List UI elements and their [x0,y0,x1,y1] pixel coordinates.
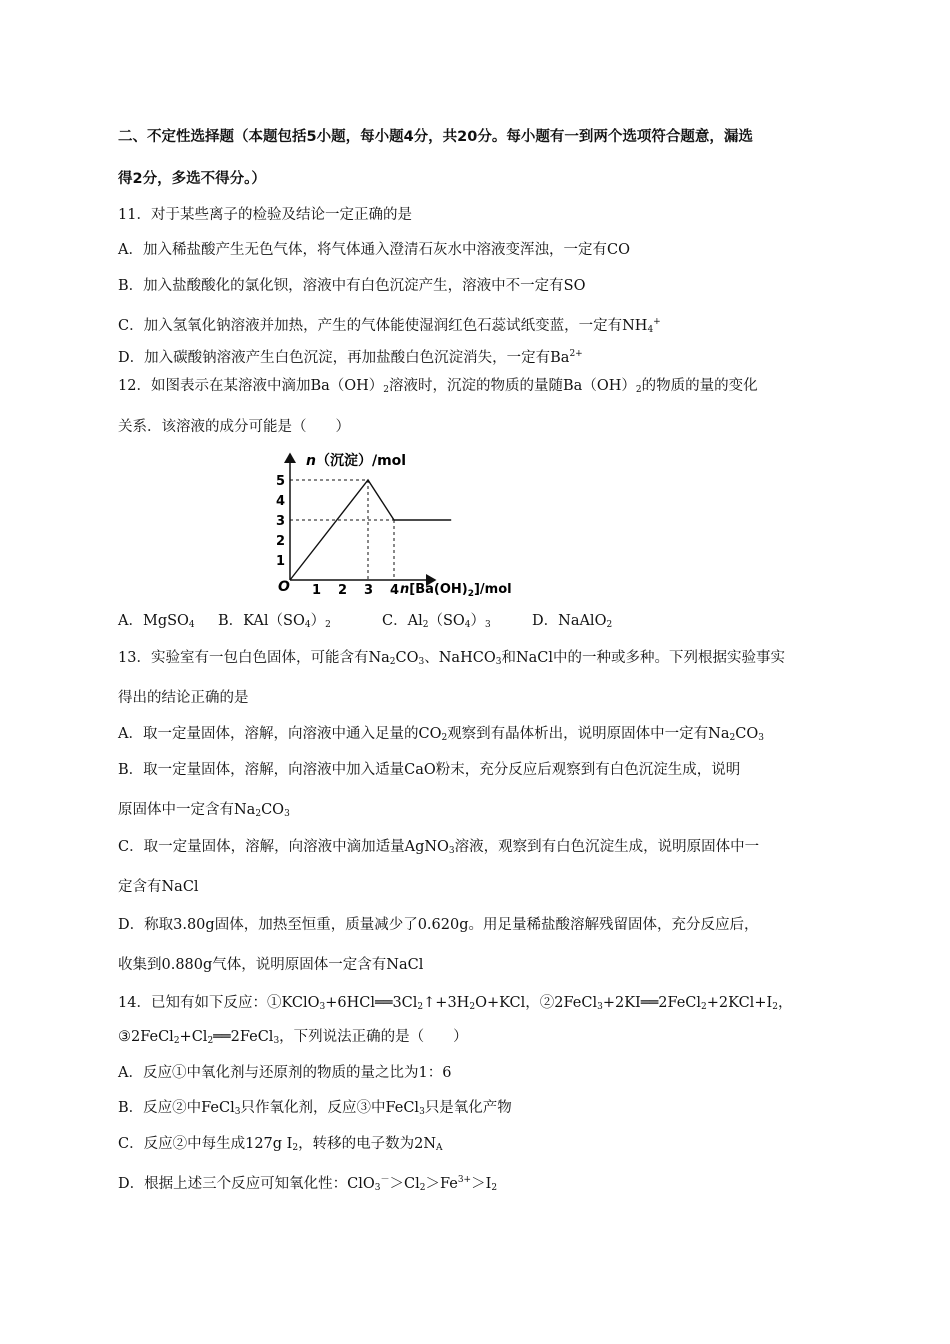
q11-stem: 11．对于某些离子的检验及结论一定正确的是 [118,207,412,223]
q13-option-c-line2: 定含有NaCl [118,879,199,895]
precipitate-line [290,480,451,580]
q12-option-a: A．MgSO$_4$ [118,613,195,630]
precipitate-chart [260,446,522,596]
section-heading-line1: 二、不定性选择题（本题包括5小题，每小题4分，共20分。每小题有一到两个选项符合题意，漏选 [118,129,753,145]
q11-option-b: B．加入盐酸酸化的氯化钡，溶液中有白色沉淀产生，溶液中不一定有SO [118,278,586,294]
q14-option-c: C．反应②中每生成127g $I_2$，转移的电子数为$2N_A$ [118,1136,443,1153]
q11-option-c: C．加入氢氧化钠溶液并加热，产生的气体能使湿润红色石蕊试纸变蓝，一定有$NH_4^+$ [118,317,661,335]
q12-options [118,611,612,635]
q12-stem-line1: 12．如图表示在某溶液中滴加$Ba(OH)_2$溶液时，沉淀的物质的量随$Ba(OH)_2$的物质的量的变化 [118,378,758,395]
section-heading-line2: 得2分，多选不得分。） [118,171,266,187]
x-tick-label: 2 [338,583,348,596]
q14-option-d: D．根据上述三个反应可知氧化性：$ClO_3^->Cl_2>Fe^{3+}>I_2$ [118,1175,498,1193]
y-tick-label: 4 [276,494,286,509]
q11-option-a: A．加入稀盐酸产生无色气体，将气体通入澄清石灰水中溶液变浑浊，一定有CO [118,242,630,258]
x-axis-label: $n[Ba(OH)_2]$/mol [400,582,512,596]
y-axis-label: n（沉淀）/mol [306,453,407,469]
q12-option-c: C．$Al_2(SO_4)_3$ [382,613,491,630]
q14-option-a: A．反应①中氧化剂与还原剂的物质的量之比为1：6 [118,1065,452,1081]
q12-option-b: B．$KAl(SO_4)_2$ [218,613,331,630]
q13-stem-line1: 13．实验室有一包白色固体，可能含有$Na_2CO_3$、NaHCO$_3$和NaCl中的一种或多种。下列根据实验事实 [118,650,786,667]
q13-option-b-line1: B．取一定量固体，溶解，向溶液中加入适量CaO粉末，充分反应后观察到有白色沉淀生成，说明 [118,762,741,778]
q11-option-d: D．加入碳酸钠溶液产生白色沉淀，再加盐酸白色沉淀消失，一定有$Ba^{2+}$ [118,349,583,366]
y-tick-label: 2 [276,534,286,549]
origin-label: O [278,579,290,595]
q13-option-d-line1: D．称取3.80g固体，加热至恒重，质量减少了0.620g。用足量稀盐酸溶解残留固体，充分反应后， [118,917,759,933]
x-tick-label: 4 [390,583,400,596]
y-tick-label: 1 [276,554,286,569]
q13-option-a: A．取一定量固体，溶解，向溶液中通入足量的$CO_2$观察到有晶体析出，说明原固体中一定有$Na_2CO_3$ [118,726,764,743]
y-tick-label: 3 [276,514,286,529]
q13-option-c-line1: C．取一定量固体，溶解，向溶液中滴加适量AgNO$_3$溶液，观察到有白色沉淀生成，说明原固体中一 [118,839,760,856]
x-tick-label: 3 [364,583,374,596]
y-tick-label: 5 [276,474,286,489]
q14-option-b: B．反应②中FeCl$_3$只作氧化剂，反应③中FeCl$_3$只是氧化产物 [118,1100,512,1117]
q14-stem-line2: $③2FeCl_2+Cl_2══2FeCl_3$，下列说法正确的是（ ） [118,1029,468,1046]
q13-stem-line2: 得出的结论正确的是 [118,690,249,706]
x-tick-label: 1 [312,583,322,596]
q13-option-b-line2: 原固体中一定含有$Na_2CO_3$ [118,802,290,819]
q14-stem-line1: 14．已知有如下反应：$①KClO_3+6HCl══3Cl_2↑+3H_2O+KCl$，$②2FeCl_3+2KI══2FeCl_2+2KCl+I_2$， [118,995,793,1012]
q12-stem-line2: 关系．该溶液的成分可能是（ ） [118,419,350,435]
q13-option-d-line2: 收集到0.880g气体，说明原固体一定含有NaCl [118,957,424,973]
q12-option-d: D．NaAlO$_2$ [532,613,613,630]
